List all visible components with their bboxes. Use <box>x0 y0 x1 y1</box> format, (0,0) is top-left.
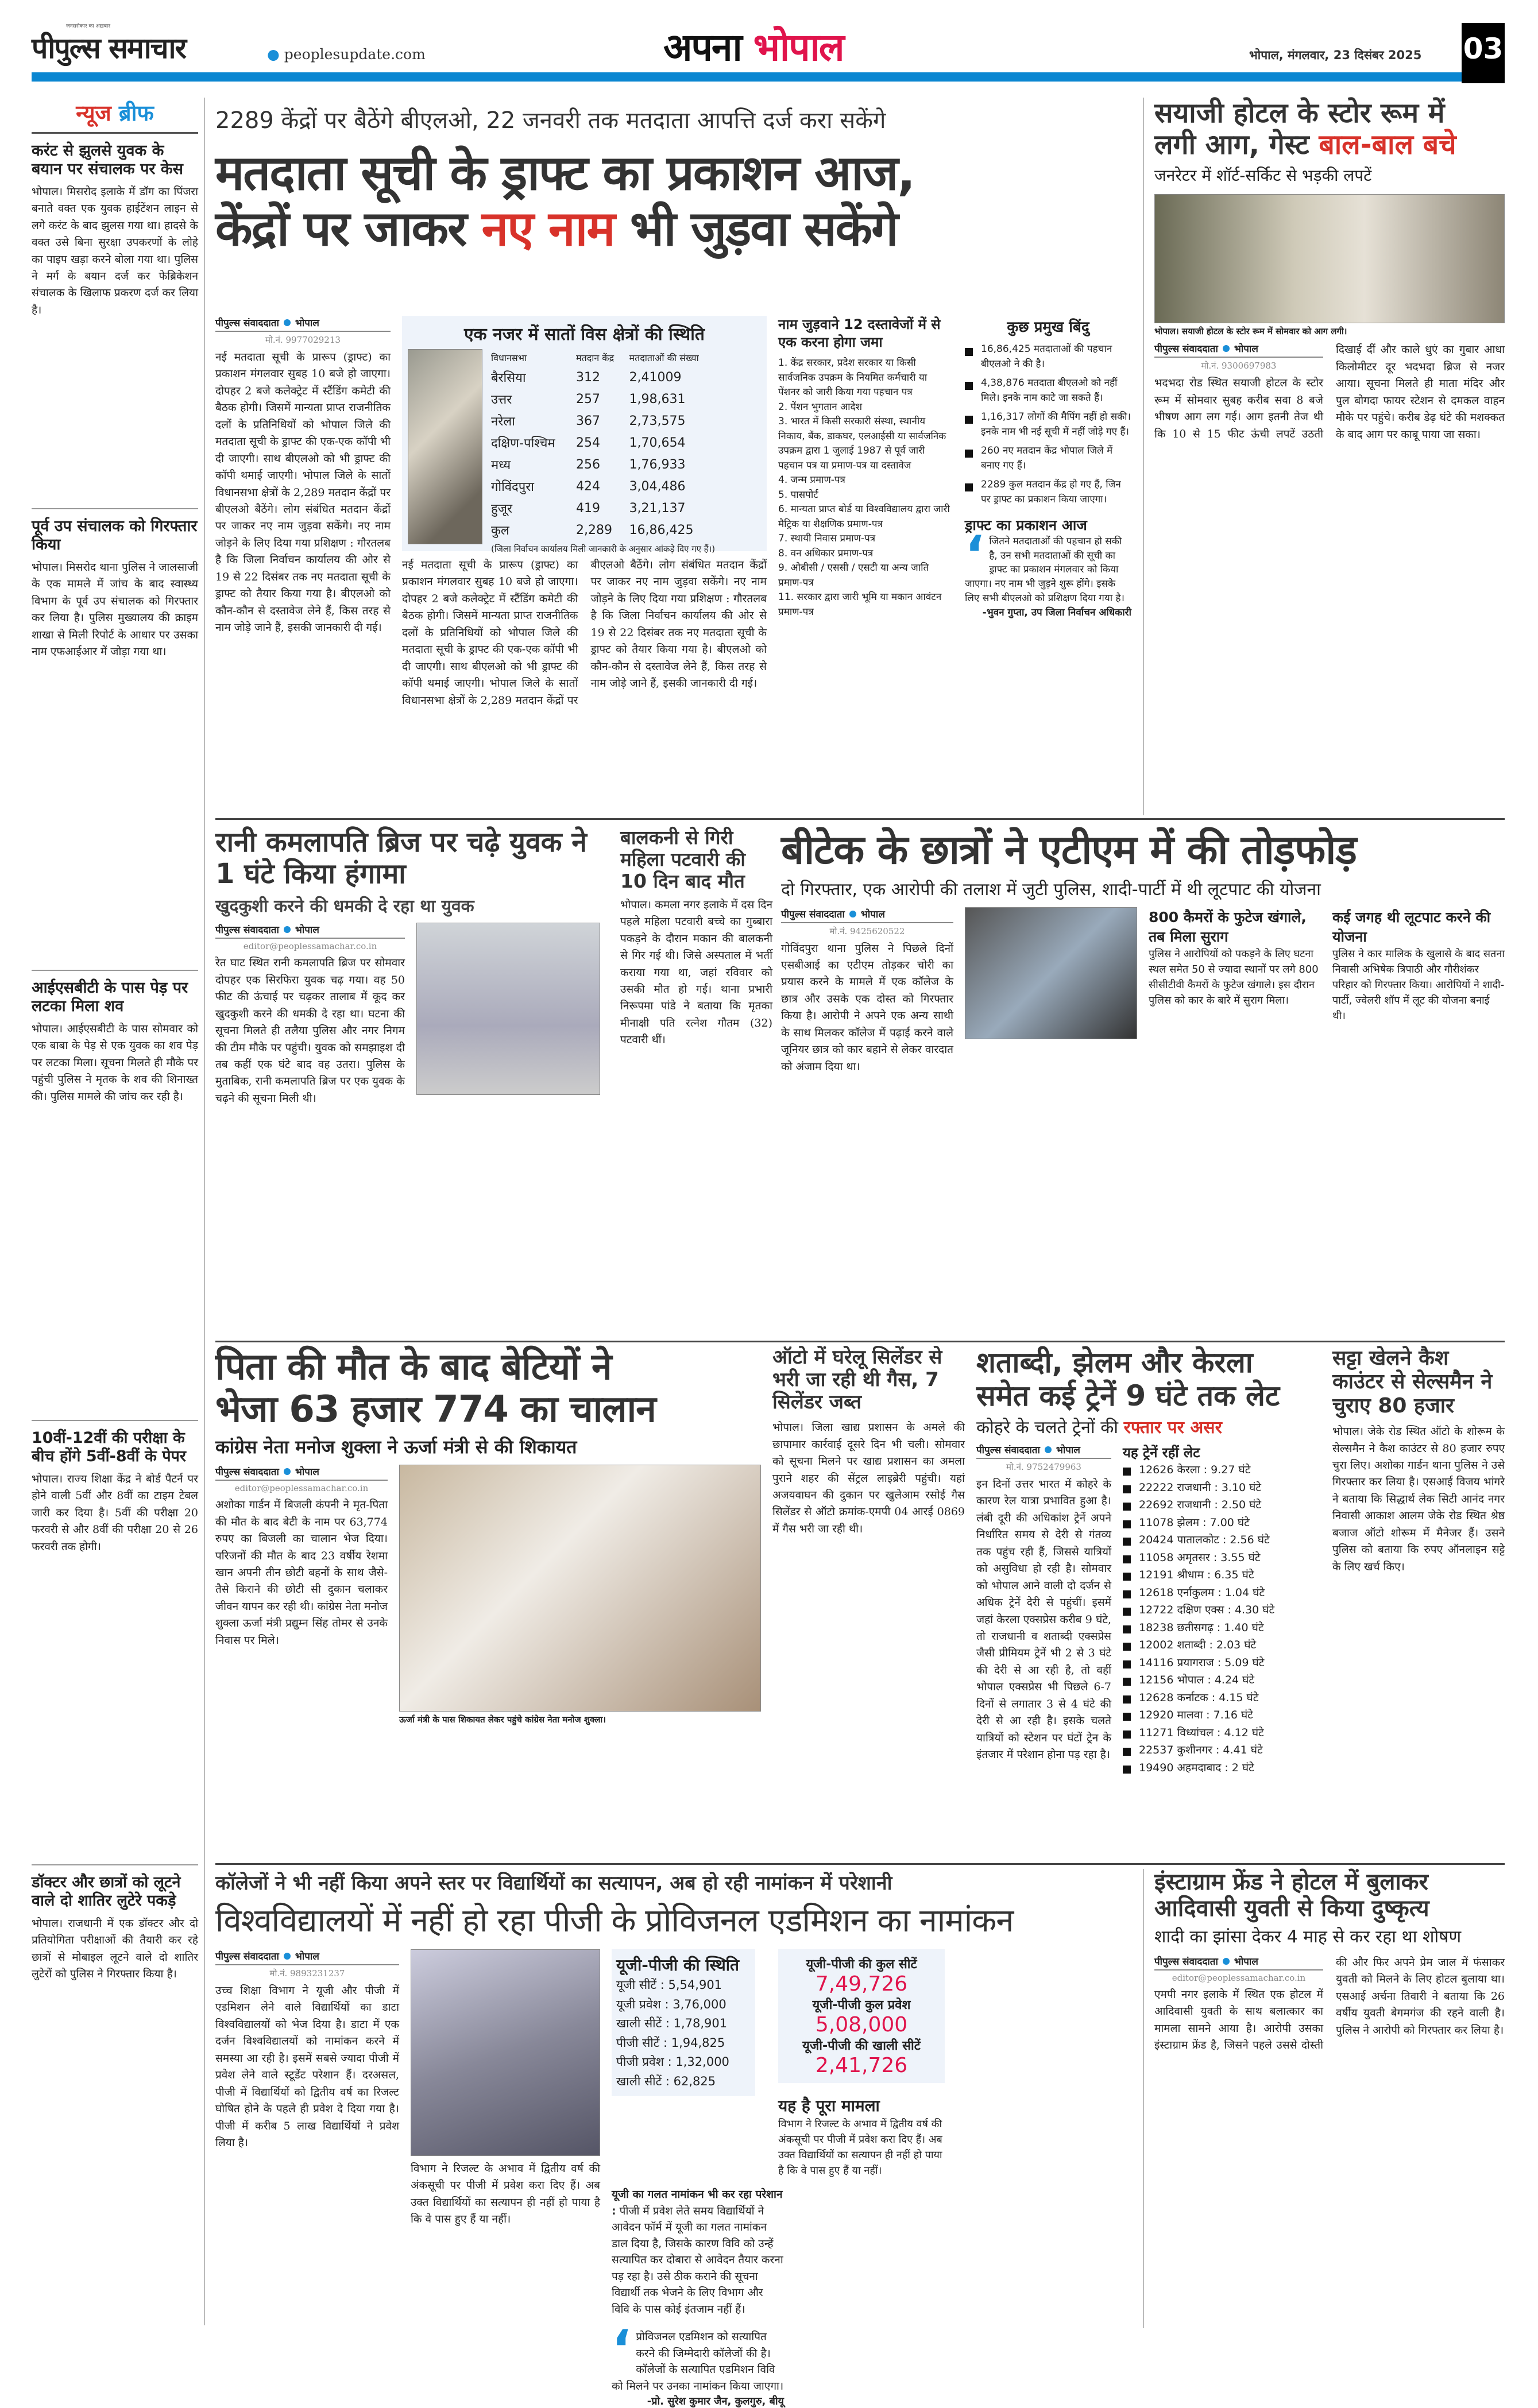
section-title: अपना भोपाल <box>663 25 844 69</box>
documents-list: नाम जुड़वाने 12 दस्तावेजों में से एक करना होगा जमा 1. केंद्र सरकार, प्रदेश सरकार या किसी सार्वजनिक उपक्रम के नियमित कर्मचारी या पेंशनर को जारी किया गया पहचान पत्र 2. पेंशन भुगतान आदेश 3. भारत में किसी सरकारी संस्था, स्थानीय निकाय, बैंक, डाकघर, एलआईसी या सार्वजनिक उपक्रम द्वारा 1 जुलाई 1987 से पूर्व जारी पहचान पत्र या प्रमाण-पत्र या दस्तावेज 4. जन्म प्रमाण-पत्र 5. पासपोर्ट 6. मान्यता प्राप्त बोर्ड या विश्वविद्यालय द्वारा जारी मैट्रिक या शैक्षणिक प्रमाण-पत्र 7. स्थायी निवास प्रमाण-पत्र 8. वन अधिकार प्रमाण-पत्र 9. ओबीसी / एससी / एसटी या अन्य जाति प्रमाण-पत्र 11. सरकार द्वारा जारी भूमि या मकान आवंटन प्रमाण-पत्र <box>778 316 950 618</box>
late-train-item: 20424 पातालकोट : 2.56 घंटे <box>1123 1532 1318 1548</box>
auto-gas-story: ऑटो में घरेलू सिलेंडर से भरी जा रही थी गैस, 7 सिलेंडर जब्त भोपाल। जिला खाद्य प्रशासन के अमले की छापामार कार्रवाई दूसरे दिन भी चली। सोमवार को सूचना मिलने पर खाद्य प्रशासन का अमला पुराने शहर की सेंट्रल लाइब्रेरी पहुंची। यहां अजयवाघन की दुकान पर खुलेआम रसोई गैस सिलेंडर से ऑटो क्रमांक-एमपी 04 आरई 0869 में गैस भरी जा रही थी। <box>772 1346 965 1535</box>
minister-photo <box>399 1465 761 1712</box>
late-train-item: 12920 मालवा : 7.16 घंटे <box>1123 1707 1318 1724</box>
logo-tagline: जनसरोकार का अख़बार <box>66 24 111 29</box>
late-trains-list: यह ट्रेनें रहीं लेट 12626 केरला : 9.27 घंटे 22222 राजधानी : 3.10 घंटे 22692 राजधानी : 2.50 घंटे 11078 झेलम : 7.00 घंटे 20424 पातालकोट : 2.56 घंटे 11058 अमृतसर : 3.55 घंटे 12191 श्रीधाम : 6.35 घंटे 12618 एर्नाकुलम : 1.04 घंटे 12722 दक्षिण एक्स : 4.30 घंटे 18238 छतीसगढ़ : 1.40 घंटे 12002 शताब्दी : 2.03 घंटे 14116 प्रयागराज : 5.09 घंटे 12156 भोपाल : 4.24 घंटे 12628 कर्नाटक : 4.15 घंटे 12920 मालवा : 7.16 घंटे 11271 विध्यांचल : 4.12 घंटे 22537 कुशीनगर : 4.41 घंटे 19490 अहमदाबाद : 2 घंटे <box>1123 1443 1318 1777</box>
late-train-item: 12722 दक्षिण एक्स : 4.30 घंटे <box>1123 1602 1318 1619</box>
late-train-item: 12156 भोपाल : 4.24 घंटे <box>1123 1672 1318 1689</box>
atm-photo <box>965 907 1137 1039</box>
quote-icon: ‘ <box>965 525 985 585</box>
late-train-item: 12191 श्रीधाम : 6.35 घंटे <box>1123 1567 1318 1584</box>
brief-item: करंट से झुलसे युवक के बयान पर संचालक पर केस भोपाल। मिसरोद इलाके में डॉग का पिंजरा बनाते वक्त एक युवक हाईटेंशन लाइन से लगे करंट के बाद झुलस गया था। हादसे के वक्त उसे बिना सुरक्षा उपकरणों के लोहे का पाइप खड़ा करने बोला गया था। पुलिस ने मर्ग के बयान दर्ज कर फेब्रिकेशन संचालक के खिलाफ प्रकरण दर्ज कर लिया है। <box>32 142 198 509</box>
brief-item: 10वीं-12वीं की परीक्षा के बीच होंगे 5वीं-8वीं के पेपर भोपाल। राज्य शिक्षा केंद्र ने बोर्ड पैटर्न पर होने वाली 5वीं और 8वीं का टाइम टेबल जारी कर दिया है। 5वीं की परीक्षा 20 फरवरी से और 8वीं की परीक्षा 20 से 26 फरवरी तक होगी। <box>32 1429 198 1865</box>
dateline: भोपाल, मंगलवार, 23 दिसंबर 2025 <box>1249 48 1422 62</box>
bridge-photo <box>416 923 600 1095</box>
constituency-table-box: एक नजर में सातों विस क्षेत्रों की स्थिति विधानसभा मतदान केंद्र मतदाताओं की संख्या बैरसिया 312 2,41009 उत्तर 257 1,98,631 नरेला 367 2,73,575 दक्षिण-पश्चिम 254 1,70,654 मध्य 256 1,76,933 गोविंदपुरा 424 3,04,486 हुजूर 419 3,21,137 कुल 2,289 16,86,425 (जिला निर्वाचन कार्यालय मिली जानकारी के अनुसार आंकड़े दिए गए हैं।) <box>402 316 767 551</box>
table-row: दक्षिण-पश्चिम 254 1,70,654 <box>491 435 686 451</box>
blue-rule <box>32 72 1462 82</box>
late-train-item: 11271 विध्यांचल : 4.12 घंटे <box>1123 1725 1318 1741</box>
btech-atm-story: बीटेक के छात्रों ने एटीएम में की तोड़फोड़ दो गिरफ्तार, एक आरोपी की तलाश में जुटी पुलिस, शादी-पार्टी में थी लूटपाट की योजना पीपुल्स संवाददाता भोपाल मो.नं. 9425620522 गोविंदपुरा थाना पुलिस ने पिछले दिनों एसबीआई का एटीएम तोड़कर चोरी का प्रयास करने के मामले में एक कॉलेज के छात्र और उसके एक दोस्त को गिरफ्तार किया है। आरोपी ने अपने एक अन्य साथी के साथ मिलकर कॉलेज में पढ़ाई करने वाले जूनियर छात्र को कार बहाने से लेकर वारदात को अंजाम दिया था। 800 कैमरों के फुटेज खंगाले, तब मिला सुराग पुलिस ने आरोपियों को पकड़ने के लिए घटना स्थल समेत 50 से ज्यादा स्थानों पर लगे 800 सीसीटीवी कैमरों के फुटेज खंगाले। इस दौरान पुलिस को कार के बारे में सुराग मिला। कई जगह थी लूटपाट करने की योजना पुलिस ने कार मालिक के खुलासे के बाद सतना निवासी अभिषेक त्रिपाठी और गौरीशंकर परिहार को गिरफ्तार किया। आरोपियों ने शादी-पार्टी, ज्वेलरी शॉप में लूट की योजना बनाई थी। <box>781 826 1505 1073</box>
late-train-item: 12626 केरला : 9.27 घंटे <box>1123 1462 1318 1478</box>
lead-body: पीपुल्स संवाददाता भोपाल मो.नं. 9977029213 नई मतदाता सूची के प्रारूप (ड्राफ्ट) का प्रकाशन मंगलवार सुबह 10 बजे हो जाएगा। दोपहर 2 बजे कलेक्ट्रेट में स्टैंडिंग कमेटी की बैठक होगी। जिसमें मान्यता प्राप्त राजनीतिक दलों के प्रतिनिधियों को भोपाल जिले की मतदाता सूची के ड्राफ्ट की एक-एक कॉपी भी दी जाएगी। साथ बीएलओ को भी ड्राफ्ट की कॉपी थमाई जाएगी। भोपाल जिले के सातों विधानसभा क्षेत्रों के 2,289 मतदान केंद्रों पर बीएलओ बैठेंगे। लोग संबंधित मतदान केंद्रों पर जाकर नए नाम जुड़वा सकेंगे। नए नाम जोड़ने के लिए दिया गया प्रशिक्षण : गौरतलब है कि जिला निर्वाचन कार्यालय की ओर से 19 से 22 दिसंबर तक नए मतदाता सूची के ड्राफ्ट को तैयार किया गया है। बीएलओ को कौन-कौन से दस्तावेज लेने हैं, किस तरह से नाम जोड़े जाने हैं, इसकी जानकारी दी गई। <box>215 316 391 567</box>
bridge-story: रानी कमलापति ब्रिज पर चढ़े युवक ने 1 घंटे किया हंगामा खुदकुशी करने की धमकी दे रहा था युवक पीपुल्स संवाददाता भोपाल editor@peoplessamachar.co.in रेत घाट स्थित रानी कमलापति ब्रिज पर सोमवार दोपहर एक सिरफिरा युवक चढ़ गया। वह 50 फीट की ऊंचाई पर चढ़कर तालाब में कूद कर खुदकुशी करने की धमकी दे रहा था। घटना की सूचना मिलते ही तलैया पुलिस और नगर निगम की टीम मौके पर पहुंची। युवक को समझाइश दी तब कहीं एक घंटे बाद वह उतरा। पुलिस के मुताबिक, रानी कमलापति ब्रिज पर एक युवक के चढ़ने की सूचना मिली थी। <box>215 827 612 1338</box>
late-train-item: 19490 अहमदाबाद : 2 घंटे <box>1123 1760 1318 1776</box>
page-number: 03 <box>1462 23 1505 83</box>
late-train-item: 11058 अमृतसर : 3.55 घंटे <box>1123 1550 1318 1566</box>
satta-story: सट्टा खेलने कैश काउंटर से सेल्समैन ने चुराए 80 हजार भोपाल। जेके रोड स्थित ऑटो के शोरूम के सेल्समैन ने कैश काउंटर से 80 हजार रुपए चुरा लिए। अशोका गार्डन थाना पुलिस ने उसे गिरफ्तार कर लिया है। एसआई विजय भांगरे ने बताया कि सिद्धार्थ लेक सिटी आनंद नगर निवासी आकाश आलम जेके रोड स्थित श्रेष्ठ बजाज ऑटो शोरूम में मैनेजर हैं। उसने पुलिस को बताया कि रुपए ऑनलाइन सट्टे के लिए खर्च किए। <box>1332 1346 1505 1573</box>
late-train-item: 12618 एर्नाकुलम : 1.04 घंटे <box>1123 1585 1318 1601</box>
table-row: गोविंदपुरा 424 3,04,486 <box>491 479 686 494</box>
table-row: हुजूर 419 3,21,137 <box>491 501 686 516</box>
table-row: कुल 2,289 16,86,425 <box>491 522 694 538</box>
brief-item: आईएसबीटी के पास पेड़ पर लटका मिला शव भोपाल। आईएसबीटी के पास सोमवार को एक बाबा के पेड़ से एक युवक का शव पेड़ पर लटका मिला। सूचना मिलते ही मौके पर पहुंची पुलिस ने मृतक के शव की शिनाख्त की। पुलिस मामले की जांच कर रही है। <box>32 979 198 1421</box>
challan-story: पिता की मौत के बाद बेटियों ने भेजा 63 हजार 774 का चालान कांग्रेस नेता मनोज शुक्ला ने ऊर्जा मंत्री से की शिकायत पीपुल्स संवाददाता भोपाल editor@peoplessamachar.co.in अशोका गार्डन में बिजली कंपनी ने मृत-पिता की मौत के बाद बेटी के नाम पर 63,774 रुपए का बिजली का चालान भेज दिया। परिजनों की मौत के बाद 23 वर्षीय रेशमा खान अपनी तीन छोटी बहनों के साथ जैसे-तैसे किराने की छोटी सी दुकान चलाकर जीवन यापन कर रही थी। कांग्रेस नेता मनोज शुक्ला ऊर्जा मंत्री प्रद्युम्न सिंह तोमर से उनके निवास पर मिले। ऊर्जा मंत्री के पास शिकायत लेकर पहुंचे कांग्रेस नेता मनोज शुक्ला। <box>215 1346 764 1860</box>
ug-pg-status: यूजी-पीजी की स्थिति यूजी सीटें : 5,54,901 यूजी प्रवेश : 3,76,000 खाली सीटें : 1,78,901 पीजी सीटें : 1,94,825 पीजी प्रवेश : 1,32,000 खाली सीटें : 62,825 <box>612 1949 755 2096</box>
students-photo <box>411 1949 600 2156</box>
university-story: कॉलेजों ने भी नहीं किया अपने स्तर पर विद्यार्थियों का सत्यापन, अब हो रही नामांकन में परेशानी विश्वविद्यालयों में नहीं हो रहा पीजी के प्रोविजनल एडमिशन का नामांकन पीपुल्स संवाददाता भोपाल मो.नं. 9893231237 उच्च शिक्षा विभाग ने यूजी और पीजी में एडमिशन लेने वाले विद्यार्थियों का डाटा विश्वविद्यालयों को भेज दिया है। डाटा में एक दर्जन विश्वविद्यालयों को नामांकन करने में समस्या आ रही है। इसमें सबसे ज्यादा पीजी में प्रवेश लेने वाले स्टूडेंट परेशान हैं। दरअसल, पीजी में विद्यार्थियों को द्वितीय वर्ष का रिजल्ट घोषित होने के पहले ही प्रवेश दे दिया गया है। पीजी में करीब 5 लाख विद्यार्थियों ने प्रवेश लिया है। विभाग ने रिजल्ट के अभाव में द्वितीय वर्ष की अंकसूची पर पीजी में प्रवेश करा दिए हैं। अब उक्त विद्यार्थियों का सत्यापन ही नहीं हो पाया है कि वे पास हुए हैं या नहीं। यूजी-पीजी की स्थिति यूजी सीटें : 5,54,901 यूजी प्रवेश : 3,76,000 खाली सीटें : 1,78,901 पीजी सीटें : 1,94,825 पीजी प्रवेश : 1,32,000 खाली सीटें : 62,825 यूजी-पीजी की कुल सीटें 7,49,726 यूजी-पीजी कुल प्रवेश 5,08,000 यूजी-पीजी की खाली सीटें 2,41,726 यह है पूरा मामला विभाग ने रिजल्ट के अभाव में द्वितीय वर्ष की अंकसूची पर पीजी में प्रवेश करा दिए हैं। अब उक्त विद्यार्थियों का सत्यापन ही नहीं हो पाया है कि वे पास हुए हैं या नहीं। यूजी का गलत नामांकन भी कर रहा परेशान : पीजी में प्रवेश लेते समय विद्यार्थियों ने आवेदन फॉर्म में यूजी का गलत नामांकन डाल दिया है, जिसके कारण विवि को उन्हें सत्यापित कर दोबारा से आवेदन तैयार करना पड़ रहा है। उसे ठीक कराने की सूचना विद्यार्थी तक भेजने के लिए विभाग और विवि के पास कोई इंतजाम नहीं हैं। ‘ प्रोविजनल एडमिशन को सत्यापित करने की जिम्मेदारी कॉलेजों की है। कॉलेजों के सत्यापित एडमिशन विवि को मिलने पर उनका नामांकन किया जाएगा। -प्रो. सुरेश कुमार जैन, कुलगुरु, बीयू <box>215 1872 1014 2407</box>
late-train-item: 18238 छतीसगढ़ : 1.40 घंटे <box>1123 1620 1318 1636</box>
brief-item: पूर्व उप संचालक को गिरफ्तार किया भोपाल। मिसरोद थाना पुलिस ने जालसाजी के एक मामले में जांच के बाद स्वास्थ्य विभाग के पूर्व उप संचालक को गिरफ्तार कर लिया है। पुलिस मुख्यालय की क्राइम शाखा से मिली रिपोर्ट के आधार पर उसका नाम एफआईआर में जोड़ा गया था। <box>32 517 198 971</box>
late-train-item: 22222 राजधानी : 3.10 घंटे <box>1123 1480 1318 1496</box>
news-brief-column <box>32 98 198 2325</box>
column-divider <box>204 98 205 2325</box>
table-row: नरेला 367 2,73,575 <box>491 413 686 429</box>
website-link[interactable]: ● peoplesupdate.com <box>267 46 426 63</box>
constituency-table: विधानसभा मतदान केंद्र मतदाताओं की संख्या बैरसिया 312 2,41009 उत्तर 257 1,98,631 नरेला 367 2,73,575 दक्षिण-पश्चिम 254 1,70,654 मध्य 256 1,76,933 गोविंदपुरा 424 3,04,486 हुजूर 419 3,21,137 कुल 2,289 16,86,425 (जिला निर्वाचन कार्यालय मिली जानकारी के अनुसार आंकड़े दिए गए हैं।) <box>491 349 721 557</box>
divider <box>215 1863 1505 1865</box>
column-divider <box>1143 1869 1144 2328</box>
lead-body-continued: नई मतदाता सूची के प्रारूप (ड्राफ्ट) का प्रकाशन मंगलवार सुबह 10 बजे हो जाएगा। दोपहर 2 बजे कलेक्ट्रेट में स्टैंडिंग कमेटी की बैठक होगी। जिसमें मान्यता प्राप्त राजनीतिक दलों के प्रतिनिधियों को भोपाल जिले की मतदाता सूची के ड्राफ्ट की एक-एक कॉपी भी दी जाएगी। साथ बीएलओ को भी ड्राफ्ट की कॉपी थमाई जाएगी। भोपाल जिले के सातों विधानसभा क्षेत्रों के 2,289 मतदान केंद्रों पर बीएलओ बैठेंगे। लोग संबंधित मतदान केंद्रों पर जाकर नए नाम जुड़वा सकेंगे। नए नाम जोड़ने के लिए दिया गया प्रशिक्षण : गौरतलब है कि जिला निर्वाचन कार्यालय की ओर से 19 से 22 दिसंबर तक नए मतदाता सूची के ड्राफ्ट को तैयार किया गया है। बीएलओ को कौन-कौन से दस्तावेज लेने हैं, किस तरह से नाम जोड़े जाने हैं, इसकी जानकारी दी गई। <box>402 559 767 707</box>
key-points: कुछ प्रमुख बिंदु 16,86,425 मतदाताओं की पहचान बीएलओ ने की है। 4,38,876 मतदाता बीएलओ को नहीं मिले। इनके नाम काटे जा सकते हैं। 1,16,317 लोगों की मैपिंग नहीं हो सकी। इनके नाम भी नई सूची में नहीं जोड़े गए हैं। 260 नए मतदान केंद्र भोपाल जिले में बनाए गए हैं। 2289 कुल मतदान केंद्र हो गए हैं, जिन पर ड्राफ्ट का प्रकाशन किया जाएगा। ड्राफ्ट का प्रकाशन आज ‘ जितने मतदाताओं की पहचान हो सकी है, उन सभी मतदाताओं की सूची का ड्राफ्ट का प्रकाशन मंगलवार को किया जाएगा। नए नाम भी जुड़ने शुरू होंगे। इसके लिए सभी बीएलओ को प्रशिक्षण दिया गया है। -भुवन गुप्ता, उप जिला निर्वाचन अधिकारी <box>965 319 1131 619</box>
column-divider <box>1143 98 1144 815</box>
lead-headline-2: केंद्रों पर जाकर नए नाम भी जुड़वा सकेंगे <box>215 200 898 257</box>
ug-pg-totals: यूजी-पीजी की कुल सीटें 7,49,726 यूजी-पीजी कुल प्रवेश 5,08,000 यूजी-पीजी की खाली सीटें 2,41,726 <box>778 1949 945 2083</box>
balcony-story: बालकनी से गिरी महिला पटवारी की 10 दिन बाद मौत भोपाल। कमला नगर इलाके में दस दिन पहले महिला पटवारी बच्चे का गुब्बारा पकड़ने के दौरान मकान की बालकनी से गिर गई थी। जिसे अस्पताल में भर्ती कराया गया था, जहां रविवार को उसकी मौत हो गई। थाना प्रभारी निरूपमा पांडे ने बताया कि मृतका मीनाक्षी पति रत्नेश गौतम (32) पटवारी थीं। <box>620 826 772 1047</box>
trains-late-story: शताब्दी, झेलम और केरला समेत कई ट्रेनें 9 घंटे तक लेट कोहरे के चलते ट्रेनों की रफ्तार पर असर पीपुल्स संवाददाता भोपाल मो.नं. 9752479963 इन दिनों उत्तर भारत में कोहरे के कारण रेल यात्रा प्रभावित हुआ है। लंबी दूरी की अधिकांश ट्रेनें अपने निर्धारित समय से देरी से गंतव्य तक पहुंच रही हैं, जिससे यात्रियों को असुविधा हो रही है। सोमवार को भोपाल आने वाली दो दर्जन से अधिक ट्रेनें देरी से पहुंचीं। इसमें जहां केरला एक्सप्रेस करीब 9 घंटे, तो राजधानी व शताब्दी एक्सप्रेस जैसी प्रीमियम ट्रेनें भी 2 से 3 घंटे की देरी से आ रही है, तो वहीं भोपाल एक्सप्रेस भी पिछले 6-7 दिनों से लगातार 3 से 4 घंटे की देरी से आ रही है। इसके चलते यात्रियों को स्टेशन पर घंटों ट्रेन के इंतजार में परेशान होना पड़ रहा है। यह ट्रेनें रहीं लेट 12626 केरला : 9.27 घंटे 22222 राजधानी : 3.10 घंटे 22692 राजधानी : 2.50 घंटे 11078 झेलम : 7.00 घंटे 20424 पातालकोट : 2.56 घंटे 11058 अमृतसर : 3.55 घंटे 12191 श्रीधाम : 6.35 घंटे 12618 एर्नाकुलम : 1.04 घंटे 12722 दक्षिण एक्स : 4.30 घंटे 18238 छतीसगढ़ : 1.40 घंटे 12002 शताब्दी : 2.03 घंटे 14116 प्रयागराज : 5.09 घंटे 12156 भोपाल : 4.24 घंटे 12628 कर्नाटक : 4.15 घंटे 12920 मालवा : 7.16 घंटे 11271 विध्यांचल : 4.12 घंटे 22537 कुशीनगर : 4.41 घंटे 19490 अहमदाबाद : 2 घंटे <box>976 1346 1321 1860</box>
voting-photo <box>408 349 482 544</box>
late-train-item: 14116 प्रयागराज : 5.09 घंटे <box>1123 1655 1318 1671</box>
late-train-item: 22537 कुशीनगर : 4.41 घंटे <box>1123 1742 1318 1759</box>
table-row: उत्तर 257 1,98,631 <box>491 392 686 407</box>
late-train-item: 12628 कर्नाटक : 4.15 घंटे <box>1123 1690 1318 1706</box>
hotel-fire-photo <box>1154 194 1505 323</box>
hotel-fire-story: सयाजी होटल के स्टोर रूम में लगी आग, गेस्ट बाल-बाल बचे जनरेटर में शॉर्ट-सर्किट से भड़की लपटें भोपाल। सयाजी होटल के स्टोर रूम में सोमवार को आग लगी। पीपुल्स संवाददाता भोपाल मो.नं. 9300697983 भदभदा रोड स्थित सयाजी होटल के स्टोर रूम में सोमवार सुबह करीब सवा 8 बजे भीषण आग लग गई। आग इतनी तेज थी कि 10 से 15 फीट ऊंची लपटें उठती दिखाई दीं और काले धुएं का गुबार आधा किलोमीटर दूर भदभदा ब्रिज से नजर आया। सूचना मिलते ही माता मंदिर और पुल बोगदा फायर स्टेशन से दमकल वाहन मौके पर पहुंचे। करीब डेढ़ घंटे की मशक्कत के बाद आग पर काबू पाया जा सका। <box>1154 97 1505 441</box>
brief-item: डॉक्टर और छात्रों को लूटने वाले दो शातिर लुटेरे पकड़े भोपाल। राजधानी में एक डॉक्टर और दो प्रतियोगिता परीक्षाओं की तैयारी कर रहे छात्रों से मोबाइल लूटने वाले दो शातिर लुटेरों को पुलिस ने गिरफ्तार किया है। <box>32 1873 198 1981</box>
news-brief-title: न्यूज ब्रीफ <box>32 98 198 134</box>
late-train-item: 22692 राजधानी : 2.50 घंटे <box>1123 1497 1318 1513</box>
lead-headline: मतदाता सूची के ड्राफ्ट का प्रकाशन आज, <box>215 145 915 201</box>
globe-icon: ● <box>267 46 284 63</box>
instagram-story: इंस्टाग्राम फ्रेंड ने होटल में बुलाकर आदिवासी युवती से किया दुष्कृत्य शादी का झांसा देकर 4 माह से कर रहा था शोषण पीपुल्स संवाददाता भोपाल editor@peoplessamachar.co.in एमपी नगर इलाके में स्थित एक होटल में आदिवासी युवती के साथ बलात्कार का मामला सामने आया है। आरोपी उसका इंस्टाग्राम फ्रेंड है, जिसने पहले उससे दोस्ती की और फिर अपने प्रेम जाल में फंसाकर युवती को मिलने के लिए होटल बुलाया था। एसआई अर्चना तिवारी ने बताया कि 26 वर्षीय युवती बेगमगंज की रहने वाली है। पुलिस ने आरोपी को गिरफ्तार कर लिया है। <box>1154 1869 1505 2052</box>
table-row: बैरसिया 312 2,41009 <box>491 370 682 385</box>
logo: पीपुल्स समाचार <box>32 32 186 65</box>
masthead <box>32 17 1505 83</box>
lead-kicker: 2289 केंद्रों पर बैठेंगे बीएलओ, 22 जनवरी तक मतदाता आपत्ति दर्ज करा सकेंगे <box>215 107 886 134</box>
divider <box>215 818 1505 820</box>
lead-story <box>215 103 1131 815</box>
late-train-item: 11078 झेलम : 7.00 घंटे <box>1123 1515 1318 1531</box>
late-train-item: 12002 शताब्दी : 2.03 घंटे <box>1123 1637 1318 1654</box>
table-row: मध्य 256 1,76,933 <box>491 457 686 473</box>
divider <box>215 1341 1505 1342</box>
quote-icon: ‘ <box>612 2319 632 2379</box>
